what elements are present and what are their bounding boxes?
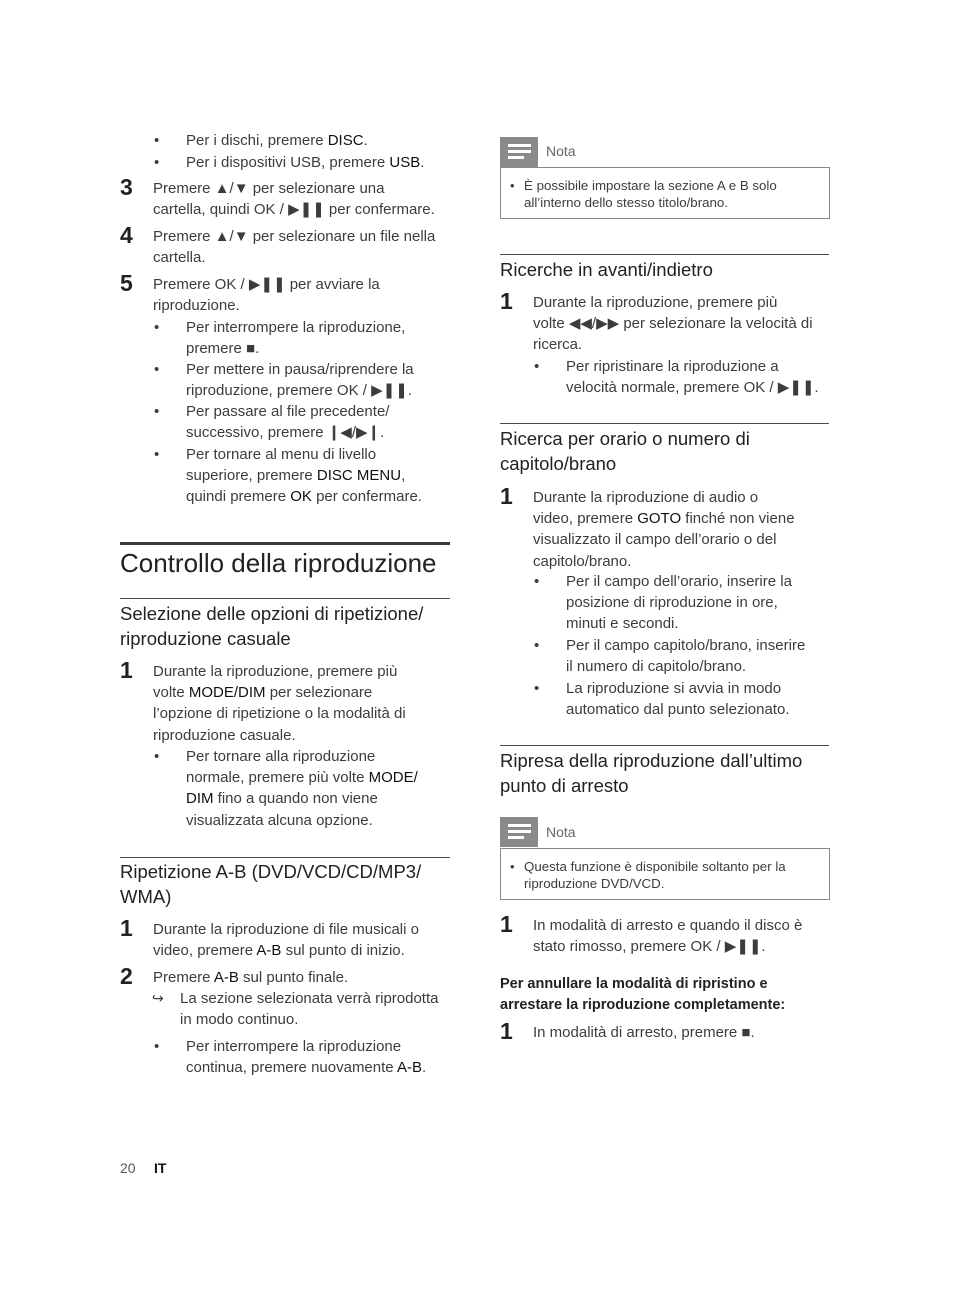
section-rule	[120, 542, 450, 545]
cancel-heading: Per annullare la modalità di ripristino e arrestare la riproduzione completamente:	[500, 976, 786, 1013]
subsection-rule	[500, 254, 829, 255]
page-number: 20	[120, 1160, 136, 1176]
subsection-title: Ricerca per orario o numero di capitolo/brano	[500, 428, 750, 474]
subsection-rule	[120, 598, 450, 599]
note-icon	[500, 137, 538, 167]
note-box: • È possibile impostare la sezione A e B solo all’interno dello stesso titolo/brano.	[500, 167, 830, 219]
subsection-rule	[500, 745, 829, 746]
subsection-rule	[120, 857, 450, 858]
subsection-title: Ripetizione A-B (DVD/VCD/CD/MP3/ WMA)	[120, 861, 422, 907]
subsection-rule	[500, 423, 829, 424]
note-icon	[500, 817, 538, 847]
subsection-title: Ricerche in avanti/indietro	[500, 259, 713, 280]
note-box: • Questa funzione è disponibile soltanto per la riproduzione DVD/VCD.	[500, 848, 830, 900]
note-label: Nota	[546, 824, 576, 840]
note-label: Nota	[546, 143, 576, 159]
section-title: Controllo della riproduzione	[120, 548, 437, 578]
language-code: IT	[154, 1160, 167, 1176]
subsection-title: Selezione delle opzioni di ripetizione/ riproduzione casuale	[120, 603, 424, 649]
subsection-title: Ripresa della riproduzione dall’ultimo punto di arresto	[500, 750, 803, 796]
result-arrow-icon: ↪	[152, 990, 164, 1006]
